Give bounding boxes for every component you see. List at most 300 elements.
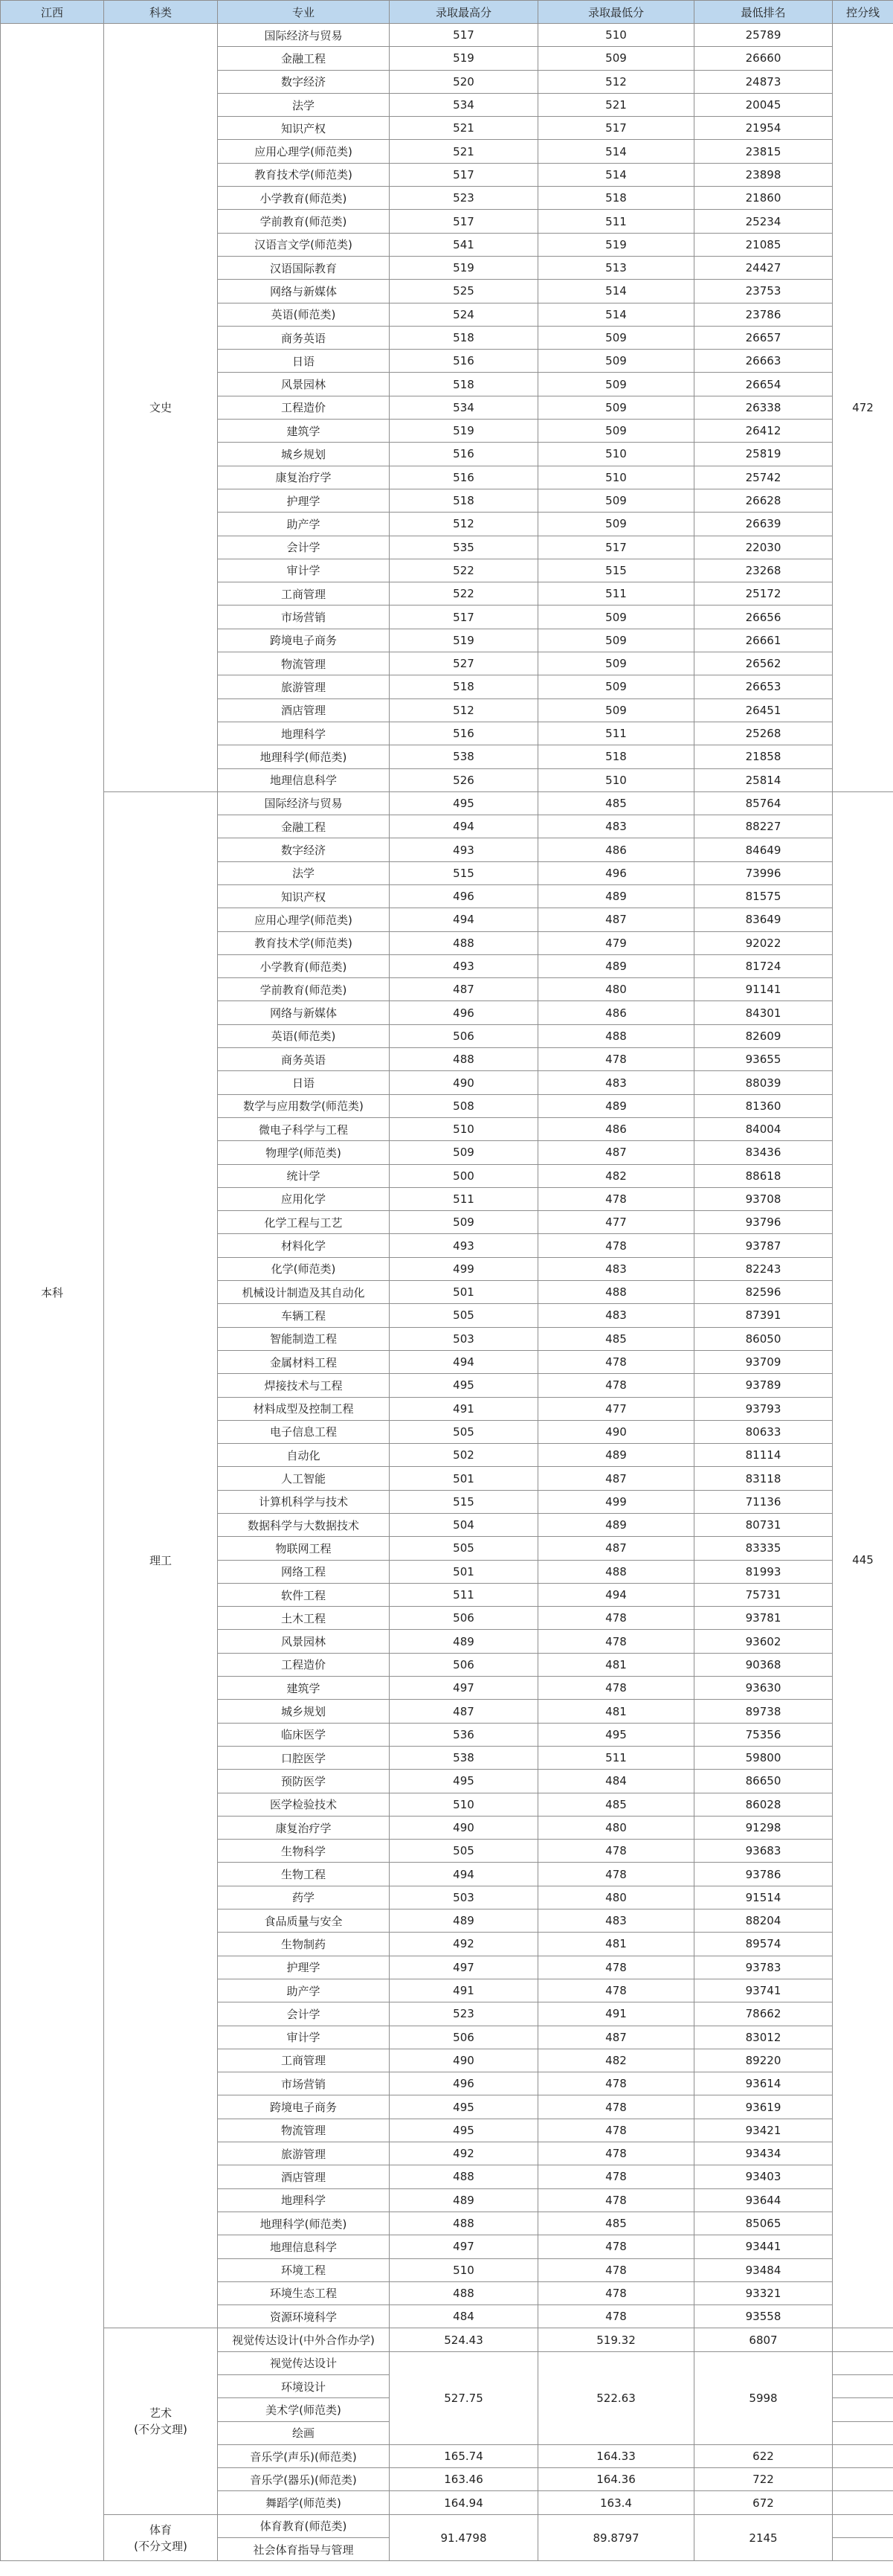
min-score-cell: 478	[538, 1350, 694, 1373]
major-cell: 土木工程	[218, 1607, 390, 1630]
major-cell: 建筑学	[218, 1677, 390, 1700]
max-score-cell: 494	[390, 815, 538, 838]
min-score-cell: 486	[538, 1117, 694, 1140]
major-cell: 生物工程	[218, 1863, 390, 1886]
min-rank-cell: 23786	[694, 303, 833, 326]
min-score-cell: 515	[538, 559, 694, 582]
min-rank-cell: 26656	[694, 606, 833, 629]
min-score-cell: 489	[538, 1094, 694, 1117]
major-cell: 审计学	[218, 559, 390, 582]
max-score-cell: 489	[390, 2188, 538, 2212]
max-score-cell: 519	[390, 47, 538, 70]
major-cell: 医学检验技术	[218, 1793, 390, 1816]
max-score-cell: 497	[390, 2235, 538, 2258]
major-cell: 旅游管理	[218, 2142, 390, 2165]
major-cell: 地理科学(师范类)	[218, 745, 390, 768]
min-rank-cell: 26660	[694, 47, 833, 70]
min-rank-cell: 83118	[694, 1467, 833, 1490]
major-cell: 国际经济与贸易	[218, 24, 390, 47]
min-rank-cell: 88039	[694, 1071, 833, 1094]
major-cell: 地理信息科学	[218, 768, 390, 791]
max-score-cell: 526	[390, 768, 538, 791]
min-rank-cell: 80633	[694, 1420, 833, 1443]
control-line-cell	[833, 2491, 893, 2514]
major-cell: 跨境电子商务	[218, 629, 390, 652]
min-rank-cell: 93655	[694, 1048, 833, 1071]
min-score-cell: 514	[538, 280, 694, 303]
max-score-cell: 520	[390, 70, 538, 93]
max-score-cell: 494	[390, 1350, 538, 1373]
min-score-cell: 521	[538, 93, 694, 116]
min-score-cell: 509	[538, 513, 694, 536]
max-score-cell: 488	[390, 2165, 538, 2188]
major-cell: 建筑学	[218, 420, 390, 443]
min-score-cell: 509	[538, 47, 694, 70]
max-score-cell: 165.74	[390, 2444, 538, 2467]
category-cell: 文史	[104, 24, 218, 792]
min-rank-cell: 93484	[694, 2258, 833, 2281]
max-score-cell: 163.46	[390, 2468, 538, 2491]
min-score-cell: 482	[538, 2049, 694, 2072]
min-rank-cell: 88204	[694, 1909, 833, 1933]
min-rank-cell: 82596	[694, 1281, 833, 1304]
min-score-cell: 519	[538, 233, 694, 256]
min-score-cell: 509	[538, 350, 694, 373]
major-cell: 法学	[218, 861, 390, 884]
min-rank-cell: 93403	[694, 2165, 833, 2188]
min-score-cell: 478	[538, 2072, 694, 2095]
min-score-cell: 512	[538, 70, 694, 93]
major-cell: 市场营销	[218, 606, 390, 629]
min-score-cell: 511	[538, 210, 694, 233]
min-score-cell: 478	[538, 1048, 694, 1071]
header-category: 科类	[104, 1, 218, 24]
min-score-cell: 477	[538, 1211, 694, 1234]
max-score-cell: 505	[390, 1304, 538, 1327]
max-score-cell: 516	[390, 466, 538, 489]
major-cell: 旅游管理	[218, 675, 390, 698]
major-cell: 汉语国际教育	[218, 256, 390, 279]
min-score-cell: 510	[538, 466, 694, 489]
max-score-cell: 519	[390, 629, 538, 652]
min-score-cell: 478	[538, 1234, 694, 1257]
max-score-cell: 91.4798	[390, 2514, 538, 2561]
min-score-cell: 489	[538, 884, 694, 908]
min-rank-cell: 89220	[694, 2049, 833, 2072]
control-line-cell	[833, 2468, 893, 2491]
min-score-cell: 517	[538, 117, 694, 140]
control-line-cell: 445	[833, 791, 893, 2328]
min-score-cell: 522.63	[538, 2351, 694, 2444]
major-cell: 英语(师范类)	[218, 1024, 390, 1047]
max-score-cell: 500	[390, 1164, 538, 1187]
min-rank-cell: 93783	[694, 1956, 833, 1979]
min-rank-cell: 71136	[694, 1490, 833, 1513]
major-cell: 康复治疗学	[218, 1816, 390, 1839]
max-score-cell: 510	[390, 1117, 538, 1140]
min-score-cell: 495	[538, 1723, 694, 1746]
major-cell: 自动化	[218, 1444, 390, 1467]
max-score-cell: 501	[390, 1281, 538, 1304]
min-rank-cell: 91298	[694, 1816, 833, 1839]
min-score-cell: 494	[538, 1583, 694, 1606]
min-score-cell: 478	[538, 1607, 694, 1630]
min-score-cell: 481	[538, 1653, 694, 1676]
max-score-cell: 527.75	[390, 2351, 538, 2444]
max-score-cell: 518	[390, 373, 538, 396]
max-score-cell: 536	[390, 1723, 538, 1746]
major-cell: 临床医学	[218, 1723, 390, 1746]
min-score-cell: 509	[538, 652, 694, 675]
min-rank-cell: 93741	[694, 1979, 833, 2002]
min-score-cell: 510	[538, 768, 694, 791]
major-cell: 化学(师范类)	[218, 1257, 390, 1280]
max-score-cell: 509	[390, 1141, 538, 1164]
max-score-cell: 511	[390, 1187, 538, 1210]
min-score-cell: 514	[538, 163, 694, 186]
min-rank-cell: 672	[694, 2491, 833, 2514]
min-rank-cell: 85764	[694, 791, 833, 815]
min-rank-cell: 83436	[694, 1141, 833, 1164]
min-score-cell: 480	[538, 978, 694, 1001]
min-rank-cell: 85065	[694, 2212, 833, 2235]
min-rank-cell: 82243	[694, 1257, 833, 1280]
min-rank-cell: 26562	[694, 652, 833, 675]
max-score-cell: 493	[390, 954, 538, 977]
max-score-cell: 503	[390, 1886, 538, 1909]
min-rank-cell: 93789	[694, 1374, 833, 1397]
min-rank-cell: 93602	[694, 1630, 833, 1653]
min-score-cell: 511	[538, 582, 694, 606]
max-score-cell: 489	[390, 1630, 538, 1653]
max-score-cell: 488	[390, 1048, 538, 1071]
max-score-cell: 525	[390, 280, 538, 303]
max-score-cell: 509	[390, 1211, 538, 1234]
min-score-cell: 488	[538, 1281, 694, 1304]
min-score-cell: 478	[538, 1374, 694, 1397]
major-cell: 会计学	[218, 2002, 390, 2026]
max-score-cell: 490	[390, 1816, 538, 1839]
max-score-cell: 516	[390, 443, 538, 466]
max-score-cell: 492	[390, 1933, 538, 1956]
min-score-cell: 513	[538, 256, 694, 279]
min-rank-cell: 26657	[694, 326, 833, 349]
min-score-cell: 477	[538, 1397, 694, 1420]
min-rank-cell: 93558	[694, 2305, 833, 2328]
major-cell: 人工智能	[218, 1467, 390, 1490]
category-cell	[104, 2328, 218, 2514]
min-score-cell: 489	[538, 1514, 694, 1537]
max-score-cell: 496	[390, 1001, 538, 1024]
min-rank-cell: 92022	[694, 931, 833, 954]
min-score-cell: 519.32	[538, 2328, 694, 2351]
max-score-cell: 522	[390, 582, 538, 606]
min-score-cell: 478	[538, 1863, 694, 1886]
min-rank-cell: 88618	[694, 1164, 833, 1187]
min-rank-cell: 73996	[694, 861, 833, 884]
table-row	[1, 791, 893, 815]
min-score-cell: 486	[538, 1001, 694, 1024]
min-score-cell: 509	[538, 606, 694, 629]
major-cell: 法学	[218, 93, 390, 116]
major-cell: 知识产权	[218, 117, 390, 140]
major-cell: 地理科学(师范类)	[218, 2212, 390, 2235]
min-score-cell: 164.33	[538, 2444, 694, 2467]
min-rank-cell: 22030	[694, 536, 833, 559]
major-cell: 风景园林	[218, 1630, 390, 1653]
category-cell: 理工	[104, 791, 218, 2328]
major-cell: 化学工程与工艺	[218, 1211, 390, 1234]
min-rank-cell: 25234	[694, 210, 833, 233]
min-rank-cell: 91514	[694, 1886, 833, 1909]
category-note: (不分文理)	[134, 2539, 187, 2553]
major-cell: 物理学(师范类)	[218, 1141, 390, 1164]
min-score-cell: 487	[538, 1141, 694, 1164]
major-cell: 视觉传达设计(中外合作办学)	[218, 2328, 390, 2351]
table-row	[1, 24, 893, 47]
max-score-cell: 510	[390, 1793, 538, 1816]
major-cell: 微电子科学与工程	[218, 1117, 390, 1140]
major-cell: 金融工程	[218, 815, 390, 838]
min-score-cell: 478	[538, 1677, 694, 1700]
control-line-cell	[833, 2444, 893, 2467]
min-score-cell: 485	[538, 1793, 694, 1816]
max-score-cell: 488	[390, 2281, 538, 2304]
major-cell: 金属材料工程	[218, 1350, 390, 1373]
major-cell: 视觉传达设计	[218, 2351, 390, 2374]
major-cell: 舞蹈学(师范类)	[218, 2491, 390, 2514]
major-cell: 风景园林	[218, 373, 390, 396]
min-rank-cell: 26451	[694, 698, 833, 722]
min-rank-cell: 81360	[694, 1094, 833, 1117]
max-score-cell: 522	[390, 559, 538, 582]
major-cell: 环境设计	[218, 2374, 390, 2397]
min-score-cell: 499	[538, 1490, 694, 1513]
major-cell: 体育教育(师范类)	[218, 2514, 390, 2537]
min-rank-cell: 26628	[694, 489, 833, 512]
min-score-cell: 490	[538, 1420, 694, 1443]
header-min-rank: 最低排名	[694, 1, 833, 24]
max-score-cell: 517	[390, 606, 538, 629]
major-cell: 车辆工程	[218, 1304, 390, 1327]
control-line-cell	[833, 2374, 893, 2397]
max-score-cell: 495	[390, 1374, 538, 1397]
min-score-cell: 478	[538, 1979, 694, 2002]
max-score-cell: 487	[390, 1700, 538, 1723]
major-cell: 物流管理	[218, 652, 390, 675]
header-max-score: 录取最高分	[390, 1, 538, 24]
major-cell: 酒店管理	[218, 698, 390, 722]
header-min-score: 录取最低分	[538, 1, 694, 24]
min-rank-cell: 26639	[694, 513, 833, 536]
min-rank-cell: 25819	[694, 443, 833, 466]
major-cell: 助产学	[218, 513, 390, 536]
header-row	[1, 1, 893, 24]
min-rank-cell: 93644	[694, 2188, 833, 2212]
min-rank-cell: 21954	[694, 117, 833, 140]
major-cell: 小学教育(师范类)	[218, 187, 390, 210]
min-score-cell: 478	[538, 2281, 694, 2304]
max-score-cell: 490	[390, 2049, 538, 2072]
max-score-cell: 515	[390, 1490, 538, 1513]
min-rank-cell: 26412	[694, 420, 833, 443]
max-score-cell: 538	[390, 745, 538, 768]
min-score-cell: 482	[538, 1164, 694, 1187]
min-rank-cell: 75731	[694, 1583, 833, 1606]
major-cell: 地理科学	[218, 722, 390, 745]
max-score-cell: 512	[390, 513, 538, 536]
min-rank-cell: 78662	[694, 2002, 833, 2026]
major-cell: 音乐学(器乐)(师范类)	[218, 2468, 390, 2491]
min-rank-cell: 93434	[694, 2142, 833, 2165]
major-cell: 教育技术学(师范类)	[218, 931, 390, 954]
min-rank-cell: 26663	[694, 350, 833, 373]
min-score-cell: 485	[538, 2212, 694, 2235]
major-cell: 日语	[218, 1071, 390, 1094]
max-score-cell: 502	[390, 1444, 538, 1467]
major-cell: 地理科学	[218, 2188, 390, 2212]
min-score-cell: 480	[538, 1816, 694, 1839]
major-cell: 应用心理学(师范类)	[218, 908, 390, 931]
min-rank-cell: 26338	[694, 396, 833, 419]
max-score-cell: 505	[390, 1420, 538, 1443]
min-rank-cell: 80731	[694, 1514, 833, 1537]
min-score-cell: 509	[538, 698, 694, 722]
min-score-cell: 478	[538, 2165, 694, 2188]
major-cell: 环境生态工程	[218, 2281, 390, 2304]
min-score-cell: 518	[538, 187, 694, 210]
header-province: 江西	[1, 1, 104, 24]
control-line-cell	[833, 2351, 893, 2374]
min-rank-cell: 86650	[694, 1770, 833, 1793]
max-score-cell: 518	[390, 489, 538, 512]
major-cell: 汉语言文学(师范类)	[218, 233, 390, 256]
min-score-cell: 487	[538, 2026, 694, 2049]
max-score-cell: 497	[390, 1956, 538, 1979]
min-score-cell: 478	[538, 1956, 694, 1979]
min-score-cell: 478	[538, 1630, 694, 1653]
min-rank-cell: 93793	[694, 1397, 833, 1420]
header-control-line: 控分线	[833, 1, 893, 24]
control-line-cell	[833, 2538, 893, 2561]
major-cell: 物联网工程	[218, 1537, 390, 1560]
min-rank-cell: 90368	[694, 1653, 833, 1676]
min-score-cell: 491	[538, 2002, 694, 2026]
max-score-cell: 496	[390, 884, 538, 908]
max-score-cell: 493	[390, 1234, 538, 1257]
major-cell: 材料成型及控制工程	[218, 1397, 390, 1420]
min-rank-cell: 26654	[694, 373, 833, 396]
major-cell: 电子信息工程	[218, 1420, 390, 1443]
max-score-cell: 517	[390, 210, 538, 233]
major-cell: 商务英语	[218, 326, 390, 349]
max-score-cell: 535	[390, 536, 538, 559]
min-score-cell: 483	[538, 1909, 694, 1933]
min-rank-cell: 81575	[694, 884, 833, 908]
max-score-cell: 503	[390, 1327, 538, 1350]
major-cell: 跨境电子商务	[218, 2095, 390, 2119]
max-score-cell: 501	[390, 1467, 538, 1490]
major-cell: 统计学	[218, 1164, 390, 1187]
min-score-cell: 485	[538, 791, 694, 815]
max-score-cell: 521	[390, 140, 538, 163]
min-score-cell: 488	[538, 1024, 694, 1047]
min-rank-cell: 622	[694, 2444, 833, 2467]
max-score-cell: 538	[390, 1746, 538, 1769]
min-score-cell: 509	[538, 629, 694, 652]
major-cell: 生物科学	[218, 1840, 390, 1863]
max-score-cell: 495	[390, 2095, 538, 2119]
max-score-cell: 488	[390, 931, 538, 954]
min-rank-cell: 93786	[694, 1863, 833, 1886]
min-score-cell: 488	[538, 1560, 694, 1583]
max-score-cell: 495	[390, 791, 538, 815]
major-cell: 商务英语	[218, 1048, 390, 1071]
major-cell: 工程造价	[218, 396, 390, 419]
min-score-cell: 164.36	[538, 2468, 694, 2491]
min-rank-cell: 93796	[694, 1211, 833, 1234]
major-cell: 软件工程	[218, 1583, 390, 1606]
min-rank-cell: 25789	[694, 24, 833, 47]
min-rank-cell: 93614	[694, 2072, 833, 2095]
max-score-cell: 523	[390, 2002, 538, 2026]
max-score-cell: 511	[390, 1583, 538, 1606]
min-rank-cell: 24427	[694, 256, 833, 279]
max-score-cell: 510	[390, 2258, 538, 2281]
min-rank-cell: 24873	[694, 70, 833, 93]
major-cell: 资源环境科学	[218, 2305, 390, 2328]
major-cell: 预防医学	[218, 1770, 390, 1793]
max-score-cell: 495	[390, 1770, 538, 1793]
level-cell: 本科	[1, 24, 104, 2561]
major-cell: 护理学	[218, 1956, 390, 1979]
table-row	[1, 2514, 893, 2537]
min-rank-cell: 93709	[694, 1350, 833, 1373]
major-cell: 智能制造工程	[218, 1327, 390, 1350]
min-score-cell: 517	[538, 536, 694, 559]
major-cell: 食品质量与安全	[218, 1909, 390, 1933]
major-cell: 数学与应用数学(师范类)	[218, 1094, 390, 1117]
min-rank-cell: 722	[694, 2468, 833, 2491]
min-score-cell: 514	[538, 303, 694, 326]
min-rank-cell: 93630	[694, 1677, 833, 1700]
major-cell: 市场营销	[218, 2072, 390, 2095]
max-score-cell: 506	[390, 1024, 538, 1047]
min-score-cell: 478	[538, 2188, 694, 2212]
min-rank-cell: 93619	[694, 2095, 833, 2119]
major-cell: 助产学	[218, 1979, 390, 2002]
control-line-cell	[833, 2328, 893, 2351]
min-score-cell: 478	[538, 2258, 694, 2281]
min-rank-cell: 82609	[694, 1024, 833, 1047]
max-score-cell: 493	[390, 838, 538, 861]
major-cell: 审计学	[218, 2026, 390, 2049]
max-score-cell: 495	[390, 2119, 538, 2142]
min-rank-cell: 81114	[694, 1444, 833, 1467]
min-score-cell: 163.4	[538, 2491, 694, 2514]
min-rank-cell: 2145	[694, 2514, 833, 2561]
min-rank-cell: 25172	[694, 582, 833, 606]
min-rank-cell: 83012	[694, 2026, 833, 2049]
max-score-cell: 523	[390, 187, 538, 210]
min-score-cell: 484	[538, 1770, 694, 1793]
max-score-cell: 524.43	[390, 2328, 538, 2351]
min-rank-cell: 21858	[694, 745, 833, 768]
min-score-cell: 480	[538, 1886, 694, 1909]
major-cell: 计算机科学与技术	[218, 1490, 390, 1513]
min-score-cell: 509	[538, 675, 694, 698]
min-rank-cell: 93441	[694, 2235, 833, 2258]
